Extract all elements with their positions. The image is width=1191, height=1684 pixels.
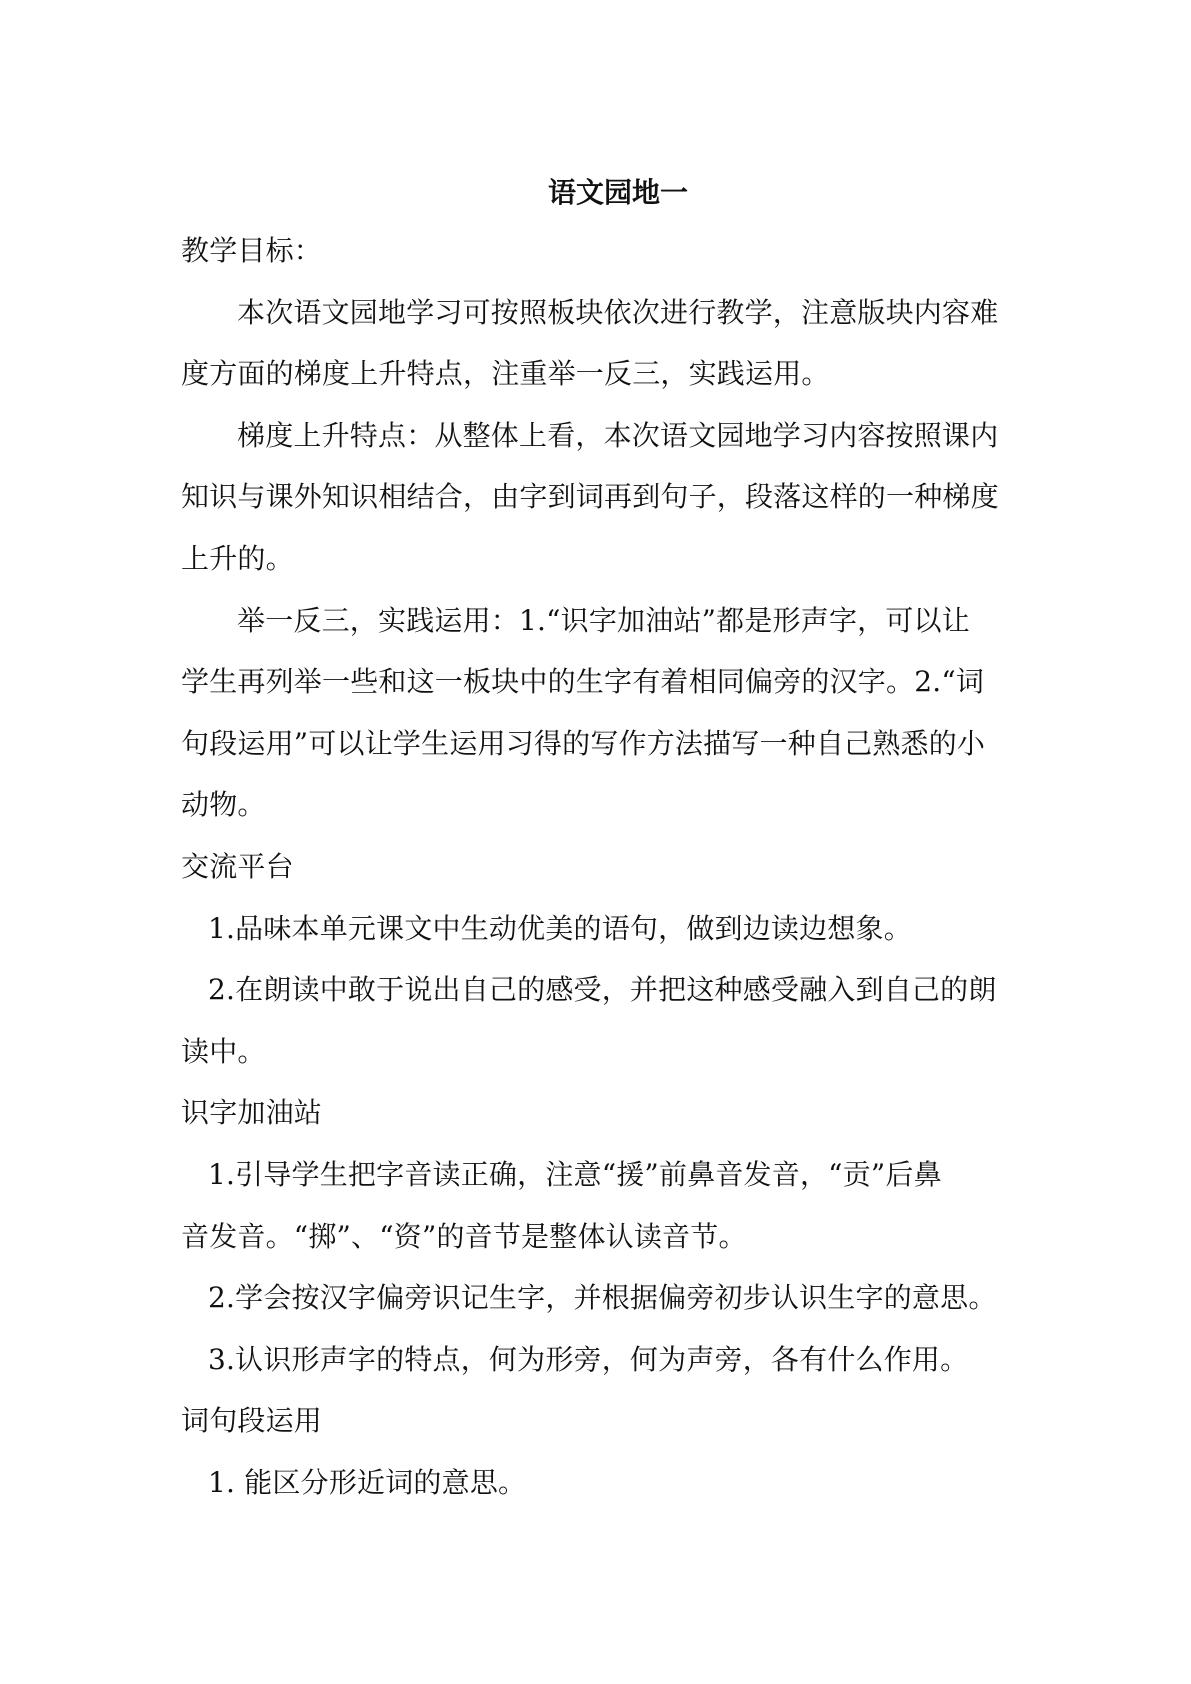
document-title: 语文园地一 — [547, 176, 688, 209]
heading-objectives: 教学目标： — [181, 234, 323, 267]
list-item-line: 1.引导学生把字音读正确，注意“援”前鼻音发音，“贡”后鼻 — [208, 1157, 942, 1191]
heading-word-sentence-use: 词句段运用 — [181, 1404, 323, 1438]
list-item-line: 1.品味本单元课文中生动优美的语句，做到边读边想象。 — [208, 911, 912, 945]
paragraph-line: 度方面的梯度上升特点，注重举一反三，实践运用。 — [181, 357, 830, 391]
list-item-line: 3.认识形声字的特点，何为形旁，何为声旁，各有什么作用。 — [208, 1342, 969, 1376]
paragraph-line: 上升的。 — [181, 541, 294, 575]
list-item-line: 音发音。“掷”、“资”的音节是整体认读音节。 — [181, 1219, 747, 1253]
paragraph-line: 本次语文园地学习可按照板块依次进行教学，注意版块内容难 — [237, 295, 999, 329]
paragraph-line: 动物。 — [181, 788, 266, 822]
heading-literacy-station: 识字加油站 — [181, 1096, 323, 1130]
list-item-line: 1. 能区分形近词的意思。 — [208, 1465, 527, 1499]
paragraph-line: 句段运用”可以让学生运用习得的写作方法描写一种自己熟悉的小 — [181, 726, 986, 760]
paragraph-line: 梯度上升特点：从整体上看，本次语文园地学习内容按照课内 — [237, 418, 999, 452]
paragraph-line: 知识与课外知识相结合，由字到词再到句子，段落这样的一种梯度 — [181, 480, 999, 514]
list-item-line: 2.在朗读中敢于说出自己的感受，并把这种感受融入到自己的朗 — [208, 973, 997, 1007]
list-item-line: 读中。 — [181, 1034, 266, 1068]
heading-exchange-platform: 交流平台 — [181, 849, 294, 883]
document-body — [181, 220, 1015, 1513]
list-item-line: 2.学会按汉字偏旁识记生字，并根据偏旁初步认识生字的意思。 — [208, 1281, 997, 1315]
document-page — [181, 166, 1015, 1513]
paragraph-line: 举一反三，实践运用：1.“识字加油站”都是形声字，可以让 — [237, 603, 970, 637]
paragraph-line: 学生再列举一些和这一板块中的生字有着相同偏旁的汉字。2.“词 — [181, 665, 985, 699]
